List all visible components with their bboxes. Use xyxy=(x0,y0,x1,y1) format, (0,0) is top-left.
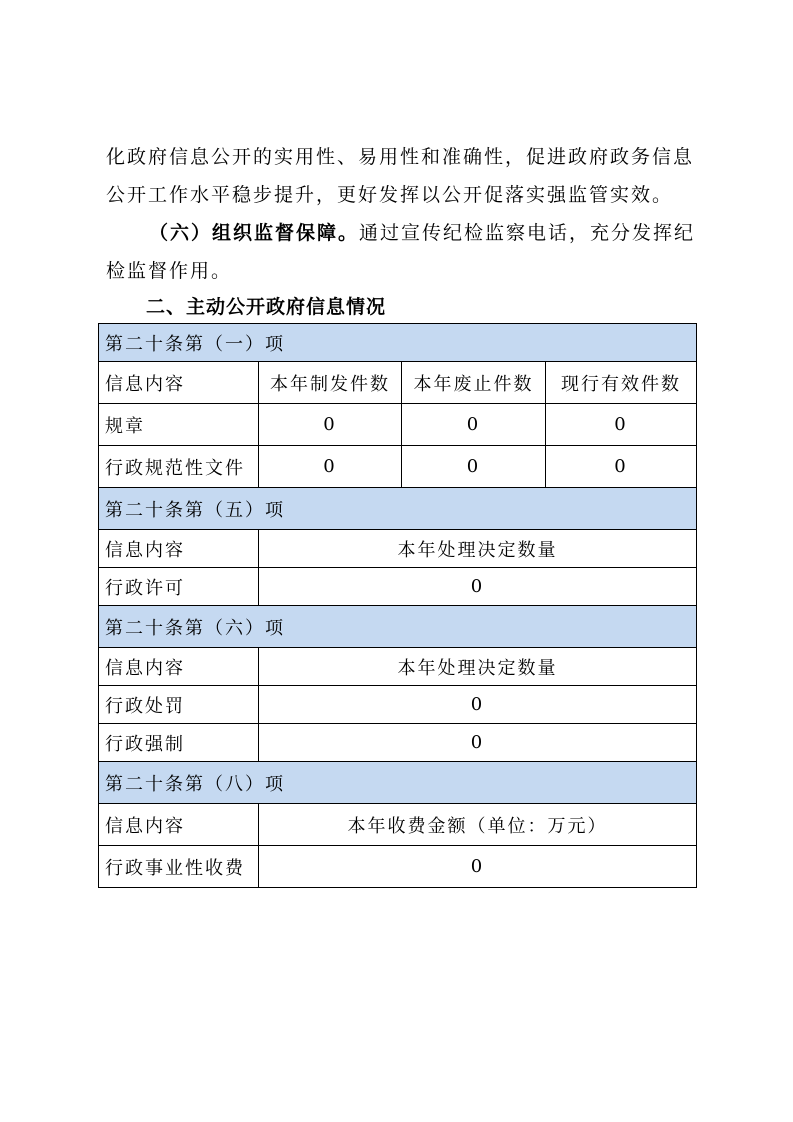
table-header-cell: 信息内容 xyxy=(99,530,259,568)
table-header-cell: 信息内容 xyxy=(99,362,259,404)
row-label: 行政许可 xyxy=(99,568,259,606)
section-title-article-1: 第二十条第（一）项 xyxy=(99,324,697,362)
section-title-article-5: 第二十条第（五）项 xyxy=(99,488,697,530)
section-heading: 二、主动公开政府信息情况 xyxy=(146,296,387,318)
table-header-cell: 本年废止件数 xyxy=(402,362,546,404)
table-cell: 0 xyxy=(546,404,697,446)
table-header-cell: 本年处理决定数量 xyxy=(259,648,697,686)
table-cell: 0 xyxy=(259,404,402,446)
table-row xyxy=(99,404,697,446)
table-row xyxy=(99,362,697,404)
table-row xyxy=(99,446,697,488)
table-row xyxy=(99,804,697,846)
table-row xyxy=(99,606,697,648)
table-header-cell: 本年制发件数 xyxy=(259,362,402,404)
row-label: 行政规范性文件 xyxy=(99,446,259,488)
table-row xyxy=(99,762,697,804)
table-row xyxy=(99,488,697,530)
body-paragraph-2 xyxy=(106,214,696,290)
table-row xyxy=(99,648,697,686)
row-label: 行政事业性收费 xyxy=(99,846,259,888)
table-cell: 0 xyxy=(259,724,697,762)
paragraph-2-heading: （六）组织监督保障。 xyxy=(149,222,360,244)
table-row xyxy=(99,568,697,606)
paragraph-2-text: 通过宣传纪检监察电话，充分发挥纪检监督作用。 xyxy=(106,222,696,282)
table-header-cell: 信息内容 xyxy=(99,648,259,686)
table-cell: 0 xyxy=(259,568,697,606)
row-label: 行政处罚 xyxy=(99,686,259,724)
table-row xyxy=(99,686,697,724)
table-cell: 0 xyxy=(402,404,546,446)
row-label: 行政强制 xyxy=(99,724,259,762)
table-row xyxy=(99,324,697,362)
table-cell: 0 xyxy=(259,686,697,724)
section-title-article-8: 第二十条第（八）项 xyxy=(99,762,697,804)
table-row xyxy=(99,846,697,888)
table-header-cell: 信息内容 xyxy=(99,804,259,846)
disclosure-table xyxy=(98,323,697,888)
row-label: 规章 xyxy=(99,404,259,446)
table-cell: 0 xyxy=(259,446,402,488)
section-title-article-6: 第二十条第（六）项 xyxy=(99,606,697,648)
body-paragraph-1: 化政府信息公开的实用性、易用性和准确性，促进政府政务信息公开工作水平稳步提升，更好发挥以公开促落实强监管实效。 xyxy=(106,146,695,206)
table-cell: 0 xyxy=(259,846,697,888)
table-header-cell: 本年处理决定数量 xyxy=(259,530,697,568)
table-row xyxy=(99,724,697,762)
table-cell: 0 xyxy=(546,446,697,488)
table-cell: 0 xyxy=(402,446,546,488)
table-header-cell: 本年收费金额（单位：万元） xyxy=(259,804,697,846)
table-row xyxy=(99,530,697,568)
table-header-cell: 现行有效件数 xyxy=(546,362,697,404)
